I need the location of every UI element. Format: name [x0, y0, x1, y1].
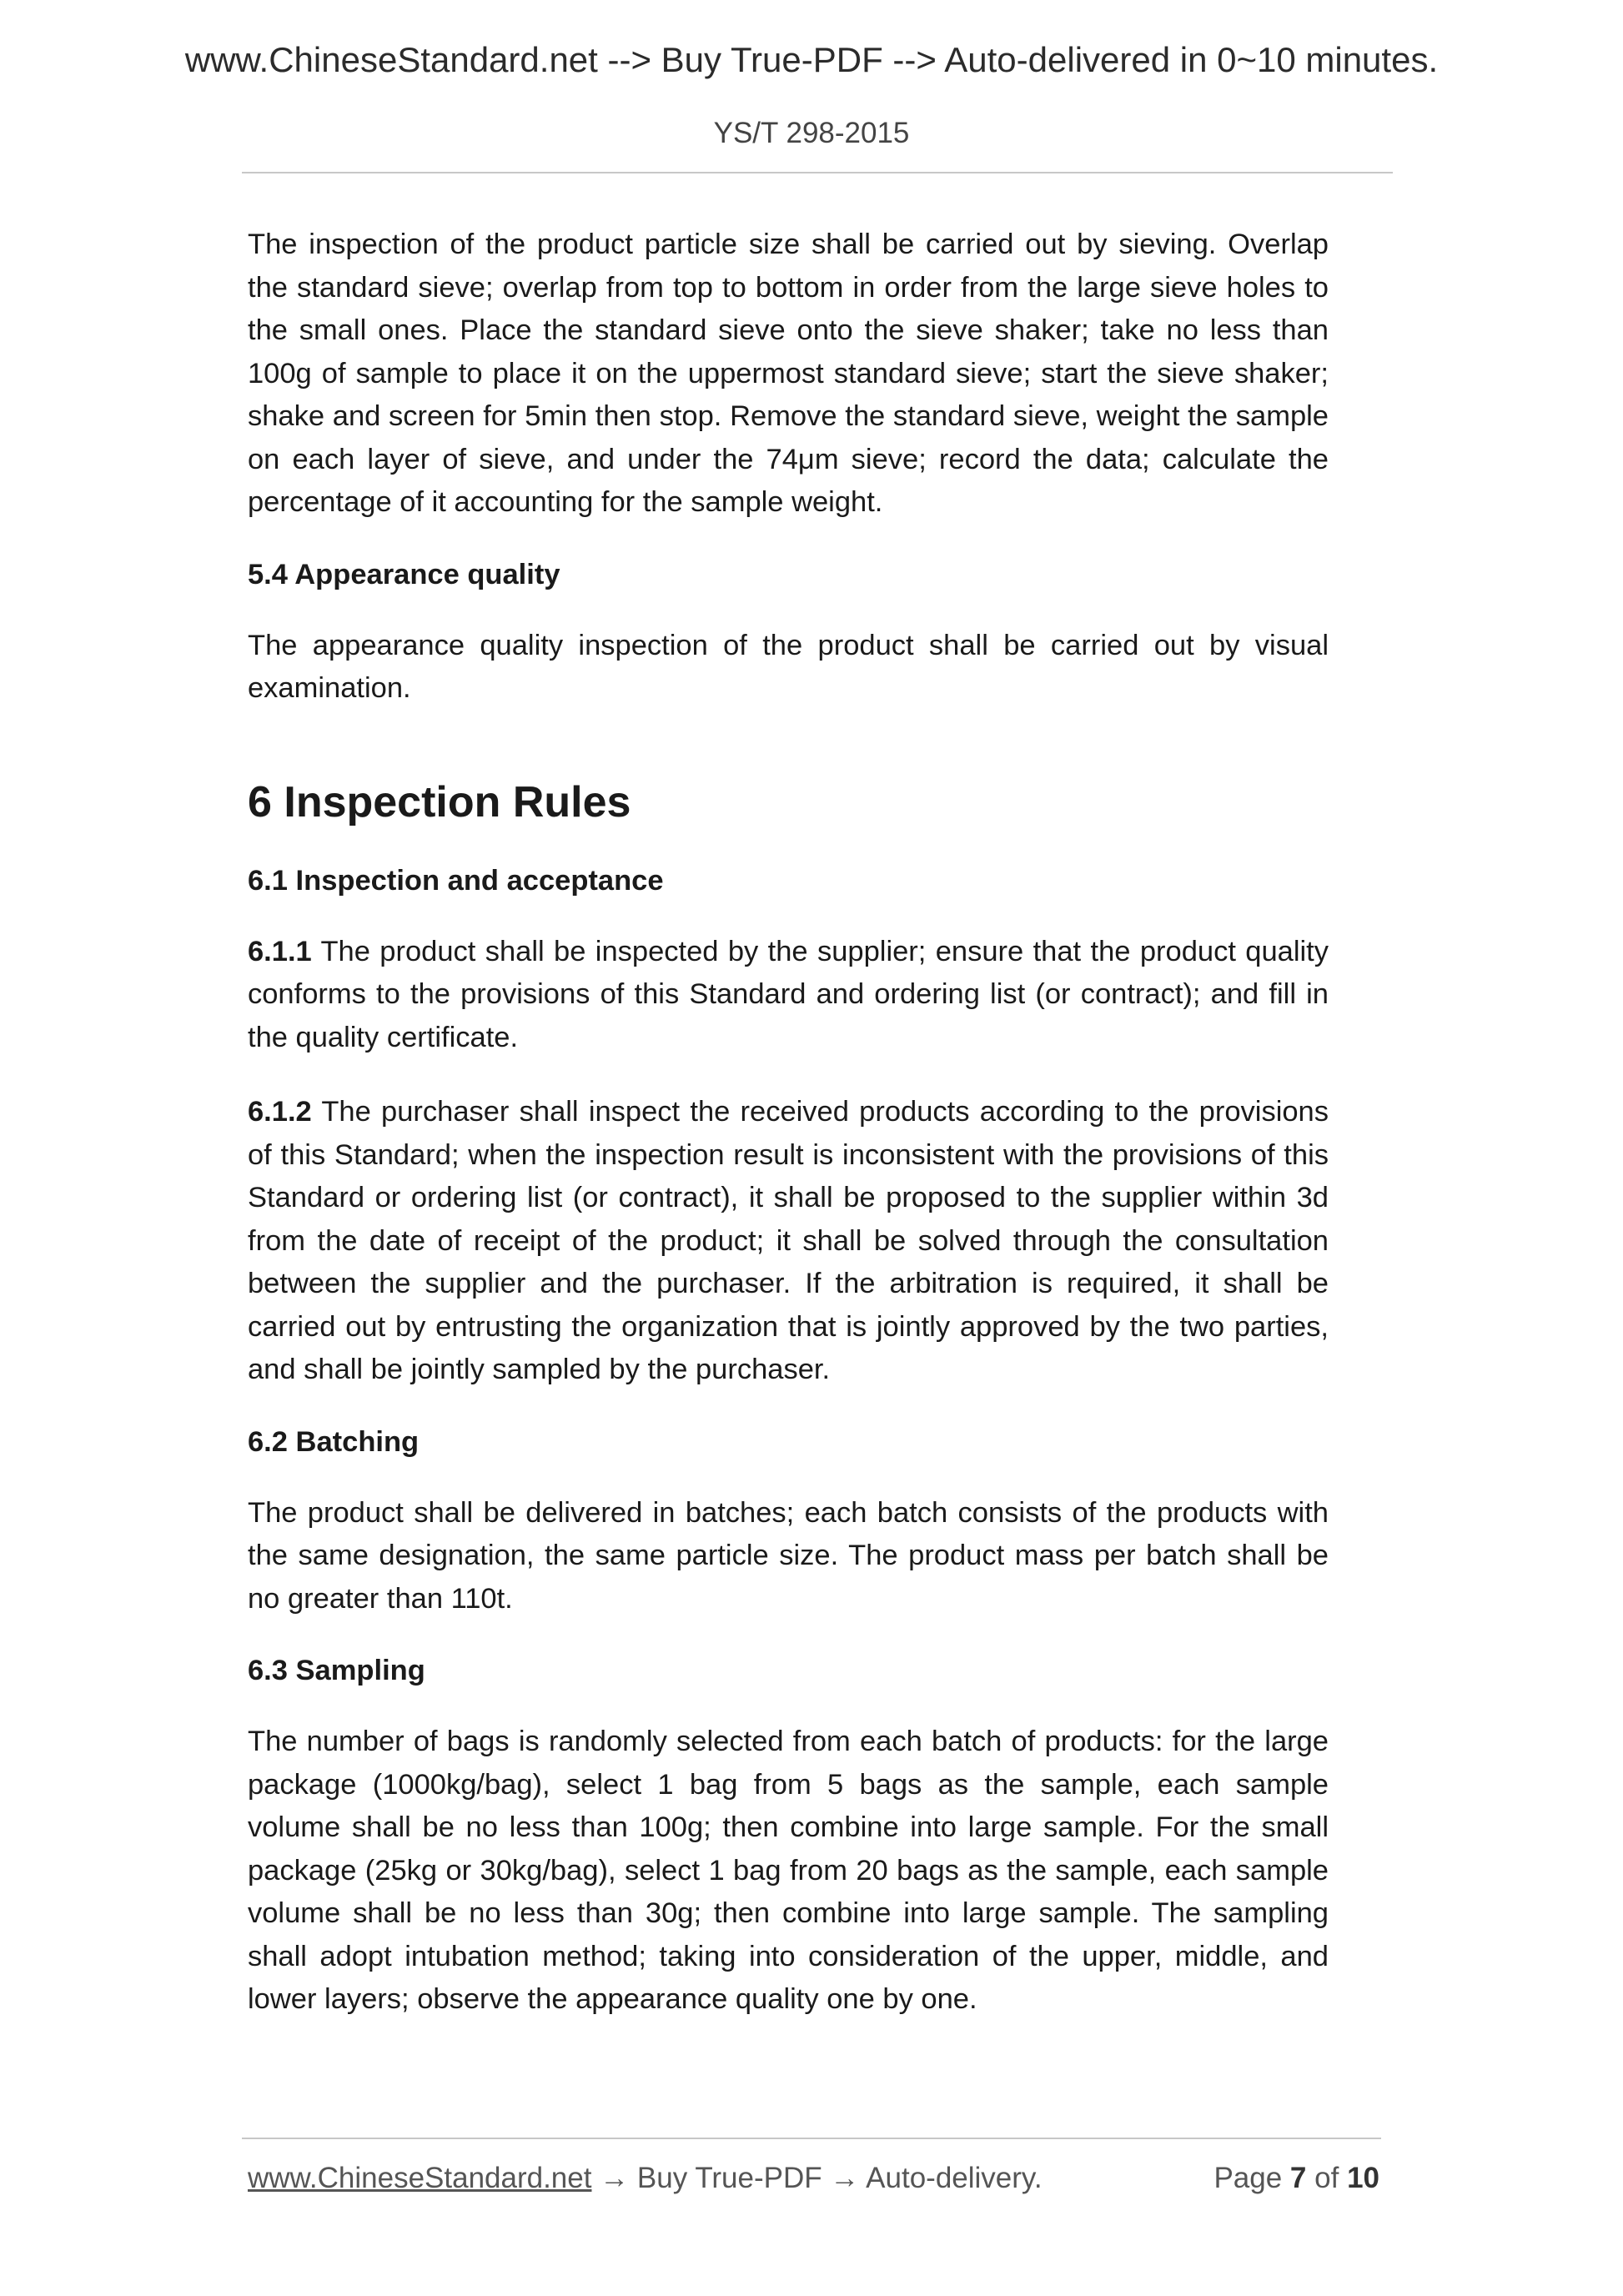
page-of: of [1314, 2162, 1339, 2194]
clause-6-1-1 [248, 931, 1329, 1060]
heading-6-2: 6.2 Batching [248, 1425, 420, 1458]
batching-paragraph: The product shall be delivered in batches; each batch consists of the products with the same designation, the same particle size. The product mass per batch shall be no greater than 110t. [248, 1496, 1329, 1615]
header-divider [242, 172, 1393, 173]
heading-6-3: 6.3 Sampling [248, 1655, 425, 1686]
clause-6-1-2 [248, 1091, 1329, 1392]
page-current: 7 [1289, 2162, 1307, 2194]
heading-5-4: 5.4 Appearance quality [248, 558, 560, 590]
clause-number: 6.1.1 [248, 935, 312, 967]
sampling-paragraph: The number of bags is randomly selected from each batch of products: for the large package (1000kg/bag), select 1 bag from 5 bags as the sample, each sample volume shall be no less than 100g; then combine into large sample. For the small package (25kg or 30kg/bag), select 1 bag from 20 bags as the sample, each sample volume shall be no less than 30g; then combine into large sample. The sampling shall adopt intubation method; taking into consideration of the upper, middle, and lower layers; observe the appearance quality one by one. [248, 1726, 1329, 2015]
clause-number: 6.1.2 [248, 1096, 312, 1128]
clause-text: The purchaser shall inspect the received products according to the provisions of this Standard; when the inspection result is inconsistent with the provisions of this Standard or ordering list (or contract), it shall be proposed to the supplier within 3d from the date of receipt of the product; it shall be solved through the consultation between the supplier and the purchaser. If the arbitration is required, it shall be carried out by entrusting the organization that is jointly approved by the two parties, and shall be jointly sampled by the purchaser. [248, 1096, 1329, 1385]
footer-site-link[interactable]: www.ChineseStandard.net [248, 2162, 592, 2194]
appearance-quality-paragraph: The appearance quality inspection of the product shall be carried out by visual examination. [248, 629, 1329, 704]
heading-6-inspection-rules: 6 Inspection Rules [248, 777, 631, 826]
document-code: YS/T 298-2015 [713, 117, 910, 149]
heading-6-1: 6.1 Inspection and acceptance [248, 864, 664, 897]
footer-divider [242, 2138, 1381, 2139]
footer-left [248, 2162, 1043, 2195]
page-number [1213, 2162, 1379, 2195]
page-total: 10 [1347, 2162, 1379, 2194]
footer-tagline: → Buy True-PDF → Auto-delivery. [591, 2162, 1043, 2194]
sieving-paragraph: The inspection of the product particle size shall be carried out by sieving. Overlap the standard sieve; overlap from top to bottom in order from the large sieve holes to the small ones. Place the standard sieve onto the sieve shaker; take no less than 100g of sample to place it on the uppermost standard sieve; start the sieve shaker; shake and screen for 5min then stop. Remove the standard sieve, weight the sample on each layer of sieve, and under the 74μm sieve; record the data; calculate the percentage of it accounting for the sample weight. [248, 229, 1329, 518]
page-content [248, 224, 1329, 2053]
clause-text: The product shall be inspected by the supplier; ensure that the product quality conforms to the provisions of this Standard and ordering list (or contract); and fill in the quality certificate. [248, 935, 1329, 1053]
top-banner: www.ChineseStandard.net --> Buy True-PDF --> Auto-delivered in 0~10 minutes. [184, 40, 1439, 79]
page-label: Page [1213, 2162, 1283, 2194]
